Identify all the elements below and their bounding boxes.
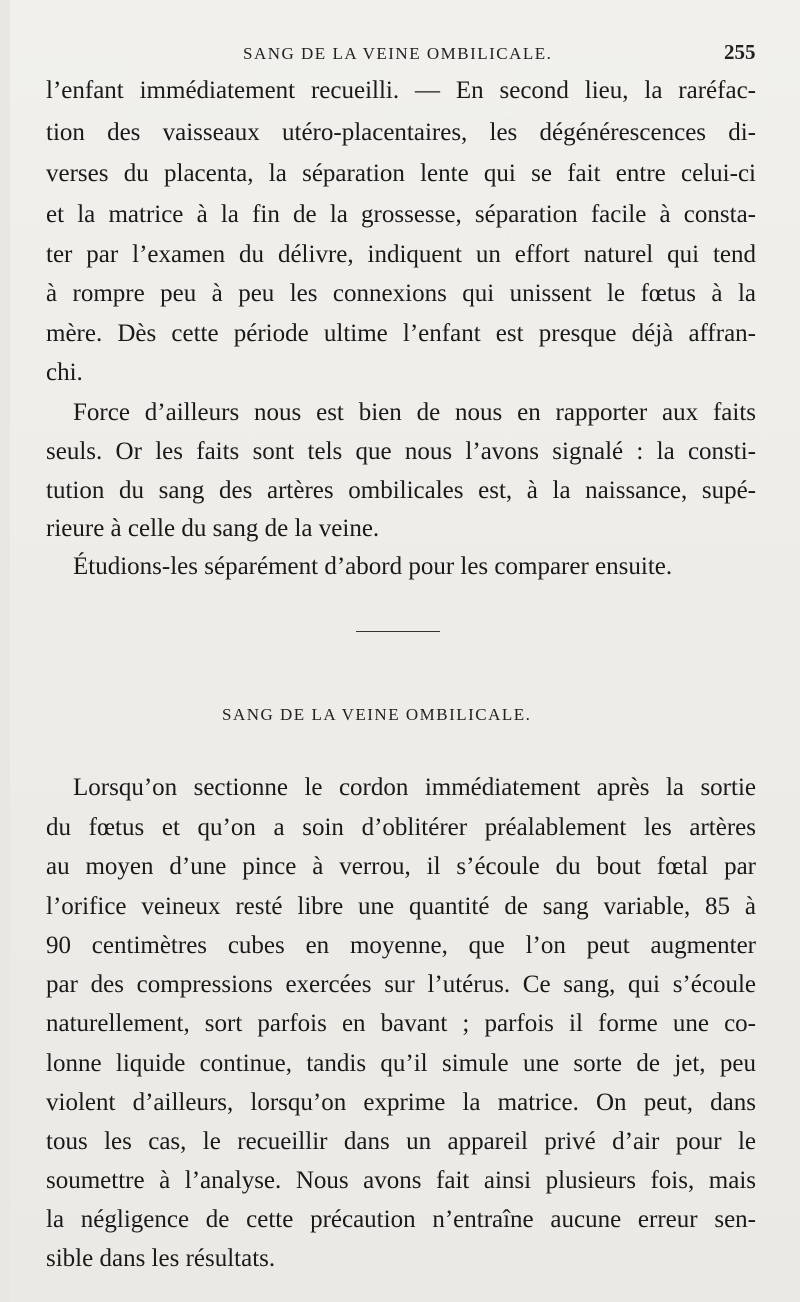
text-line: la négligence de cette précaution n’entraîne aucune erreur sen- xyxy=(46,1206,756,1233)
text-line: mère. Dès cette période ultime l’enfant est presque déjà affran- xyxy=(46,320,756,347)
running-head xyxy=(0,38,800,68)
text-line: et la matrice à la fin de la grossesse, séparation facile à consta- xyxy=(46,201,756,228)
text-line: verses du placenta, la séparation lente qui se fait entre celui-ci xyxy=(46,160,756,187)
section-title: SANG DE LA VEINE OMBILICALE. xyxy=(222,705,532,724)
text-line: tution du sang des artères ombilicales est, à la naissance, supé- xyxy=(46,477,756,504)
text-line: violent d’ailleurs, lorsqu’on exprime la matrice. On peut, dans xyxy=(46,1089,756,1116)
text-line: 90 centimètres cubes en moyenne, que l’on peut augmenter xyxy=(46,932,756,959)
text-line: soumettre à l’analyse. Nous avons fait ainsi plusieurs fois, mais xyxy=(46,1167,756,1194)
text-line: par des compressions exercées sur l’utérus. Ce sang, qui s’écoule xyxy=(46,971,756,998)
text-line: Étudions-les séparément d’abord pour les comparer ensuite. xyxy=(73,553,673,580)
text-line: au moyen d’une pince à verrou, il s’écoule du bout fœtal par xyxy=(46,853,756,880)
text-line: lonne liquide continue, tandis qu’il simule une sorte de jet, peu xyxy=(46,1050,756,1077)
text-line: seuls. Or les faits sont tels que nous l’avons signalé : la consti- xyxy=(46,438,756,465)
text-line: chi. xyxy=(46,359,83,386)
section-divider xyxy=(356,631,440,632)
text-line: à rompre peu à peu les connexions qui unissent le fœtus à la xyxy=(46,280,756,307)
text-line: naturellement, sort parfois en bavant ; parfois il forme une co- xyxy=(46,1010,756,1037)
text-line: tion des vaisseaux utéro-placentaires, les dégénérescences di- xyxy=(46,119,756,146)
text-line: l’enfant immédiatement recueilli. — En second lieu, la raréfac- xyxy=(46,77,756,104)
text-line: Lorsqu’on sectionne le cordon immédiatement après la sortie xyxy=(73,774,756,801)
text-line: du fœtus et qu’on a soin d’oblitérer préalablement les artères xyxy=(46,814,756,841)
text-line: ter par l’examen du délivre, indiquent un effort naturel qui tend xyxy=(46,241,756,268)
text-line: Force d’ailleurs nous est bien de nous en rapporter aux faits xyxy=(73,399,756,426)
text-line: sible dans les résultats. xyxy=(46,1245,276,1272)
text-line: tous les cas, le recueillir dans un appareil privé d’air pour le xyxy=(46,1128,756,1155)
page-number: 255 xyxy=(724,40,756,64)
running-title: SANG DE LA VEINE OMBILICALE. xyxy=(243,44,553,63)
text-line: rieure à celle du sang de la veine. xyxy=(46,515,380,542)
text-line: l’orifice veineux resté libre une quantité de sang variable, 85 à xyxy=(46,893,756,920)
